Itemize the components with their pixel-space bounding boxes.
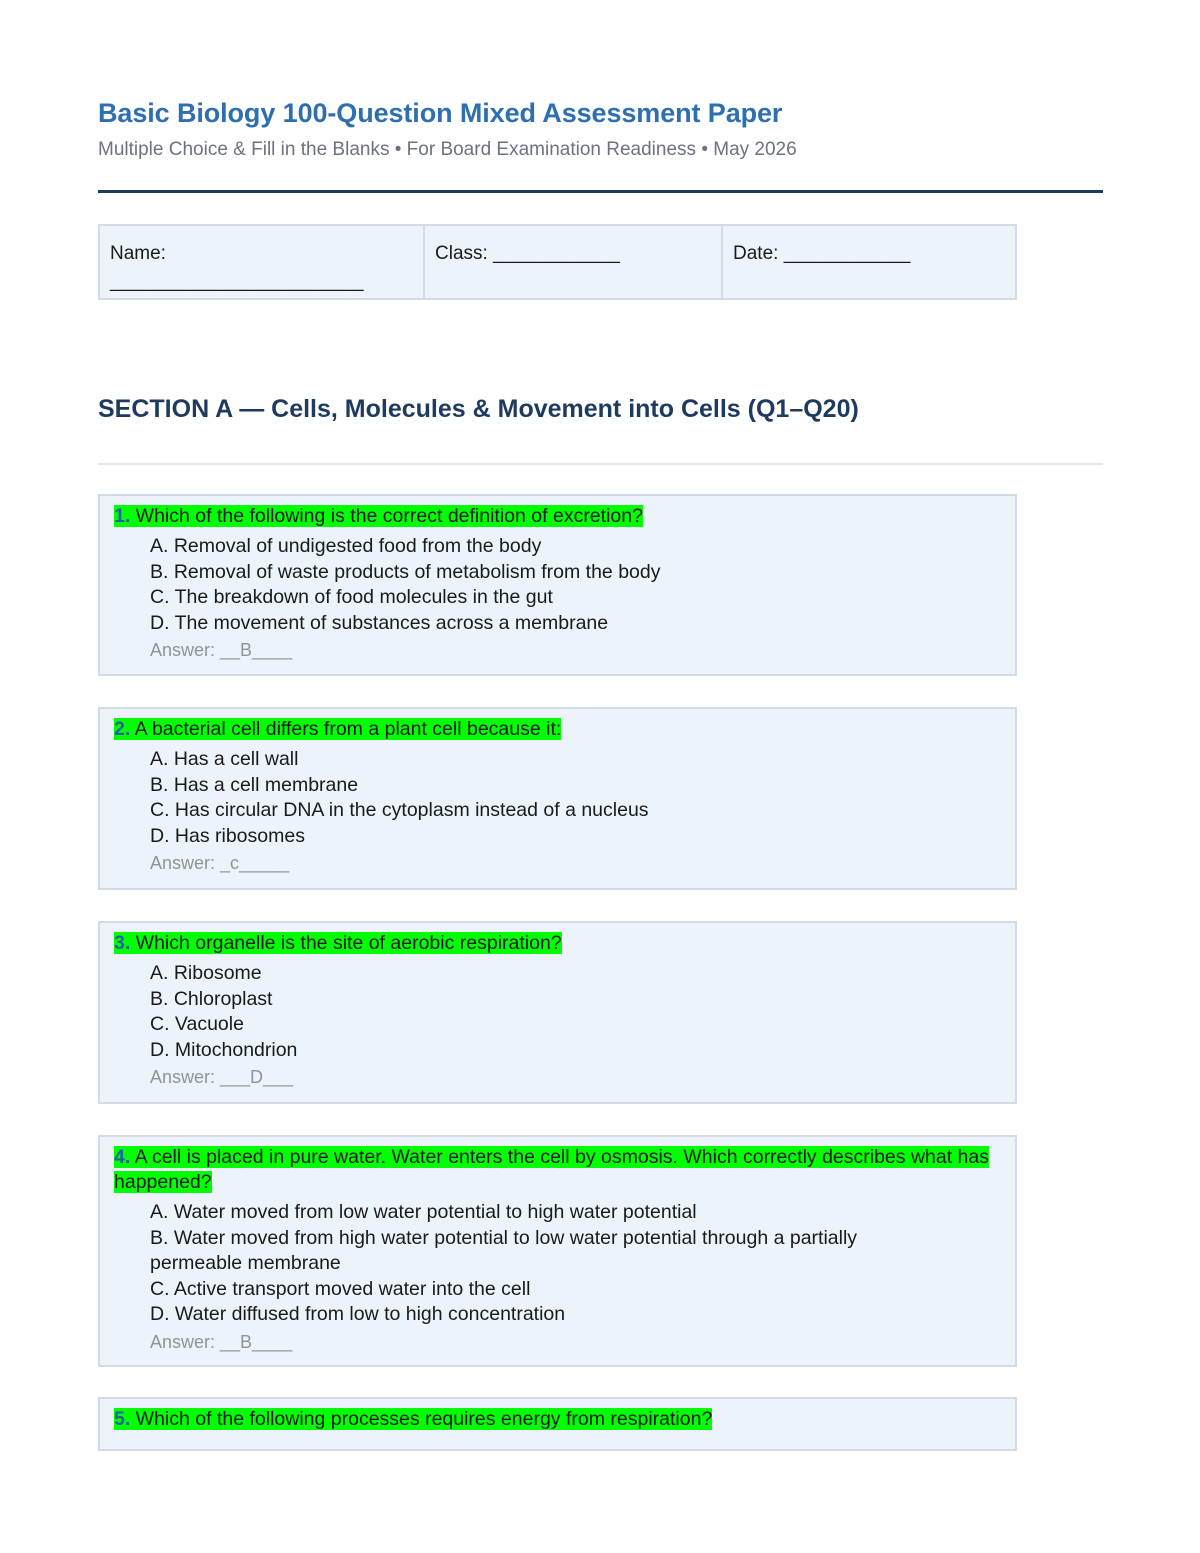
answer-line[interactable]: Answer: ___D___ [150, 1067, 294, 1087]
question-2-card [98, 707, 1017, 890]
question-highlight [114, 505, 643, 527]
question-text: Which organelle is the site of aerobic respiration? [130, 932, 562, 954]
question-number: 3. [114, 932, 131, 954]
answer-line[interactable]: Answer: __B____ [150, 1331, 293, 1352]
question-text: Which of the following is the correct definition of excretion? [130, 505, 643, 527]
option-c[interactable]: C. Vacuole [150, 1013, 244, 1035]
option-a[interactable]: A. Has a cell wall [150, 748, 299, 770]
question-stem [114, 1145, 1001, 1195]
question-number: 1. [114, 505, 131, 527]
options-list [114, 961, 1001, 1063]
option-a[interactable]: A. Removal of undigested food from the body [150, 535, 542, 557]
class-field[interactable]: Class: ____________ [423, 226, 721, 298]
answer-line[interactable]: Answer: __B____ [150, 640, 293, 660]
document-title: Basic Biology 100-Question Mixed Assessment Paper [98, 98, 783, 128]
section-divider [98, 463, 1103, 465]
question-5-card [98, 1397, 1017, 1451]
option-c[interactable]: C. Active transport moved water into the cell [150, 1277, 531, 1300]
option-d[interactable]: D. The movement of substances across a membrane [150, 611, 609, 634]
name-field[interactable]: Name: ________________________ [110, 243, 364, 292]
question-text: Which of the following processes requires energy from respiration? [130, 1408, 713, 1430]
question-highlight [114, 932, 562, 954]
options-list [114, 534, 1001, 636]
question-stem [114, 931, 1001, 956]
student-info-table [98, 224, 1017, 300]
question-stem [114, 504, 1001, 529]
question-text: A cell is placed in pure water. Water enters the cell by osmosis. Which correctly describes what has happened? [114, 1146, 989, 1193]
question-1-card [98, 494, 1017, 676]
answer-line[interactable]: Answer: _c_____ [150, 853, 290, 873]
date-field[interactable]: Date: ____________ [721, 226, 1015, 298]
option-a[interactable]: A. Water moved from low water potential to high water potential [150, 1201, 697, 1223]
options-list [114, 747, 1001, 849]
question-number: 5. [114, 1408, 131, 1430]
question-stem [114, 717, 1001, 742]
question-highlight [114, 1408, 712, 1430]
option-b[interactable]: B. Chloroplast [150, 987, 273, 1010]
option-d[interactable]: D. Has ribosomes [150, 824, 305, 847]
option-d[interactable]: D. Water diffused from low to high concentration [150, 1303, 566, 1325]
section-a-heading: SECTION A — Cells, Molecules & Movement into Cells (Q1–Q20) [98, 395, 859, 423]
options-list [114, 1200, 1001, 1328]
option-b[interactable]: B. Has a cell membrane [150, 773, 359, 796]
question-stem [114, 1407, 1001, 1432]
title-divider [98, 190, 1103, 193]
option-d[interactable]: D. Mitochondrion [150, 1038, 298, 1061]
question-highlight [114, 1146, 989, 1193]
option-b[interactable]: B. Water moved from high water potential to low water potential through a partially permeable membrane [150, 1226, 858, 1274]
option-c[interactable]: C. Has circular DNA in the cytoplasm instead of a nucleus [150, 799, 649, 821]
question-number: 4. [114, 1146, 131, 1168]
option-b[interactable]: B. Removal of waste products of metabolism from the body [150, 560, 661, 583]
option-a[interactable]: A. Ribosome [150, 962, 262, 984]
question-3-card [98, 921, 1017, 1104]
question-number: 2. [114, 718, 131, 740]
question-text: A bacterial cell differs from a plant cell because it: [130, 718, 562, 740]
option-c[interactable]: C. The breakdown of food molecules in the gut [150, 586, 553, 608]
question-4-card [98, 1135, 1017, 1367]
question-highlight [114, 718, 561, 740]
document-subtitle: Multiple Choice & Fill in the Blanks • For Board Examination Readiness • May 2026 [98, 139, 797, 160]
